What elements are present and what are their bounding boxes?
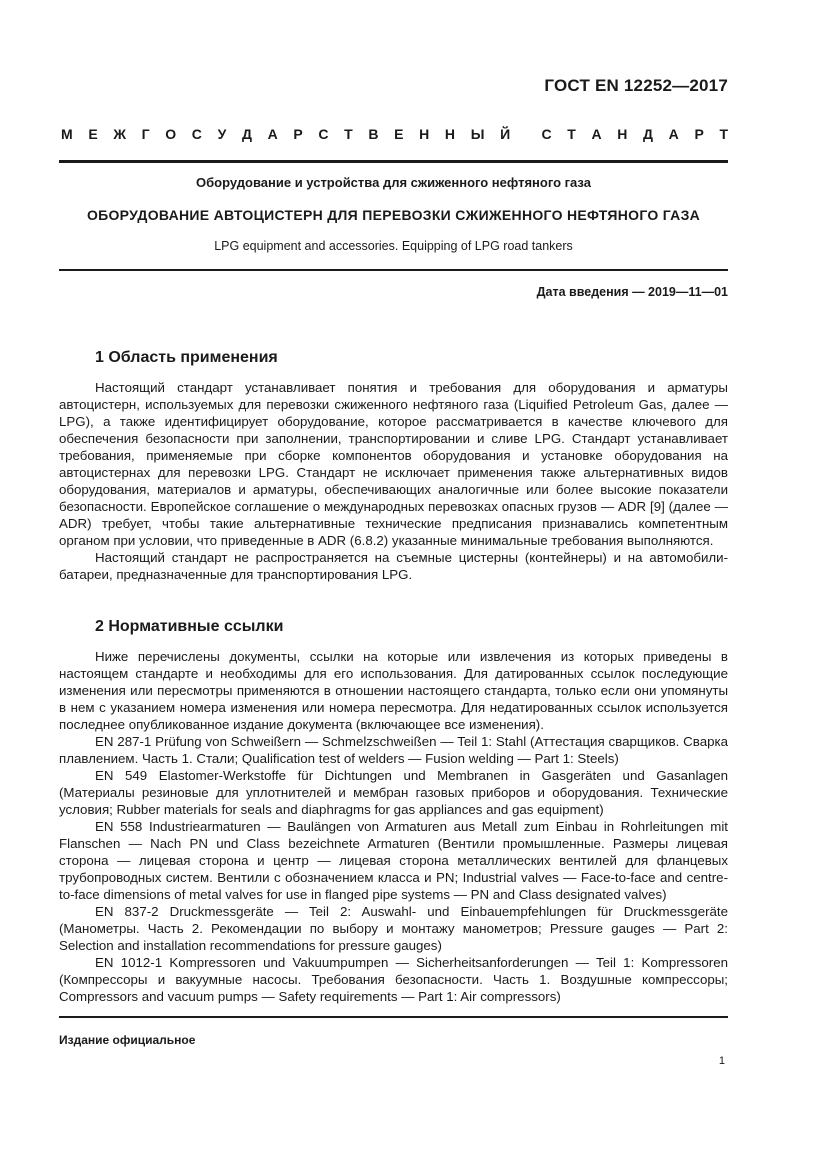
standard-type-letter: А (668, 126, 679, 142)
standard-type-letter: Д (643, 126, 653, 142)
standard-type-letter: О (165, 126, 177, 142)
gost-number: ГОСТ EN 12252—2017 (544, 76, 728, 95)
footer-divider (59, 1016, 728, 1018)
section-heading: 2 Нормативные ссылки (95, 618, 284, 635)
reference-item: EN 837-2 Druckmessgeräte — Teil 2: Auswahl- und Einbauempfehlungen für Druckmessgeräte (Манометры. Часть 2. Рекомендации по выбору и монтажу манометров; Pressure gauges — Part 2: Selection and installation recommendations for pressure gauges) (59, 904, 728, 953)
section-body (59, 648, 728, 1005)
section-heading: 1 Область применения (95, 349, 278, 366)
standard-type-letter: Ж (113, 126, 126, 142)
paragraph: Ниже перечислены документы, ссылки на которые или извлечения из которых приведены в настоящем стандарте и необходимы для его использования. Для датированных ссылок последующие изменения или пересмотры применяются в отношении настоящего стандарта, только если они упомянуты в нем с указанием номера изменения или номера пересмотра. Для недатированных ссылок используется последнее опубликованное издание документа (включающее все изменения). (59, 649, 728, 732)
standard-type-letter: Н (444, 126, 456, 142)
standard-type-letter: М (61, 126, 73, 142)
standard-type-letter: В (368, 126, 379, 142)
standard-type-letter: С (541, 126, 552, 142)
section-body (59, 379, 728, 583)
standard-type-letter: Г (141, 126, 150, 142)
standard-type-letter: У (217, 126, 227, 142)
standard-type-letter: Д (241, 126, 252, 142)
standard-type-letter: Е (88, 126, 98, 142)
paragraph: Настоящий стандарт не распространяется на съемные цистерны (контейнеры) и на автомобили-батареи, предназначенные для транспортирования LPG. (59, 550, 728, 582)
reference-item: EN 558 Industriearmaturen — Baulängen von Armaturen aus Metall zum Einbau in Rohrleitungen mit Flanschen — Nach PN und Class bezeichnete Armaturen (Вентили промышленные. Размеры лицевая сторона — лицевая сторона и центр — лицевая сторона металлических вентилей для фланцевых трубопроводных систем. Вентили с обозначением класса и PN; Industrial valves — Face-to-face and centre-to-face dimensions of metal valves for use in flanged pipe systems — PN and Class designated valves) (59, 819, 728, 902)
title-divider (59, 269, 728, 271)
standard-type-letter: Е (394, 126, 404, 142)
intro-date: Дата введения — 2019—11—01 (536, 285, 728, 299)
english-title: LPG equipment and accessories. Equipping of LPG road tankers (214, 239, 573, 253)
standard-type-letter: Р (694, 126, 704, 142)
standard-type-letter: Т (344, 126, 353, 142)
standard-type-letter: Н (617, 126, 628, 142)
general-title: Оборудование и устройства для сжиженного нефтяного газа (196, 175, 591, 190)
header-divider (59, 160, 728, 163)
standard-type-letter: Р (293, 126, 303, 142)
standard-type-letter: А (591, 126, 602, 142)
standard-type-letter: С (318, 126, 329, 142)
paragraph: Настоящий стандарт устанавливает понятия и требования для оборудования и арматуры автоцистерн, используемых для перевозки сжиженного нефтяного газа (Liquified Petroleum Gas, далее — LPG), а также идентифицирует оборудование, которое рассматривается в качестве ключевого для обеспечения безопасности при заполнении, транспортировании и сливе LPG. Стандарт устанавливает требования, применяемые при сборке компонентов оборудования и установке оборудования на автоцистернах для перевозки LPG. Стандарт не исключает применения также альтернативных видов оборудования, материалов и арматуры, обеспечивающих аналогичные или более высокие показатели безопасности. Европейское соглашение о международных перевозках опасных грузов — ADR [9] (далее — ADR) требует, чтобы такие альтернативные технические предписания признавались компетентным органом при условии, что приведенные в ADR (6.8.2) указанные минимальные требования выполняются. (59, 380, 728, 548)
main-title: ОБОРУДОВАНИЕ АВТОЦИСТЕРН ДЛЯ ПЕРЕВОЗКИ СЖИЖЕННОГО НЕФТЯНОГО ГАЗА (86, 207, 701, 223)
standard-type-letter: С (191, 126, 202, 142)
reference-item: EN 549 Elastomer-Werkstoffe für Dichtungen und Membranen in Gasgeräten und Gasanlagen (Материалы резиновые для уплотнителей и мембран газовых приборов и оборудования. Технические условия; Rubber materials for seals and diaphragms for gas appliances and gas equipment) (59, 768, 728, 817)
official-edition-label: Издание официальное (59, 1033, 196, 1047)
standard-type-letter: Т (567, 126, 576, 142)
standard-type-letter: Н (419, 126, 430, 142)
standard-type-letter: Т (719, 126, 728, 142)
reference-item: EN 287-1 Prüfung von Schweißern — Schmelzschweißen — Teil 1: Stahl (Аттестация сварщиков. Сварка плавлением. Часть 1. Стали; Qualification test of welders — Fusion welding — Part 1: Steels) (59, 734, 728, 766)
standard-type-letter: А (267, 126, 278, 142)
reference-item: EN 1012-1 Kompressoren und Vakuumpumpen — Sicherheitsanforderungen — Teil 1: Kompressoren (Компрессоры и вакуумные насосы. Требования безопасности. Часть 1. Воздушные компрессоры; Compressors and vacuum pumps — Safety requirements — Part 1: Air compressors) (59, 955, 728, 1004)
standard-type-letter: Й (500, 126, 511, 142)
standard-type-letter: Ы (470, 126, 485, 142)
standard-type-title (61, 126, 728, 142)
page-number: 1 (718, 1055, 725, 1067)
